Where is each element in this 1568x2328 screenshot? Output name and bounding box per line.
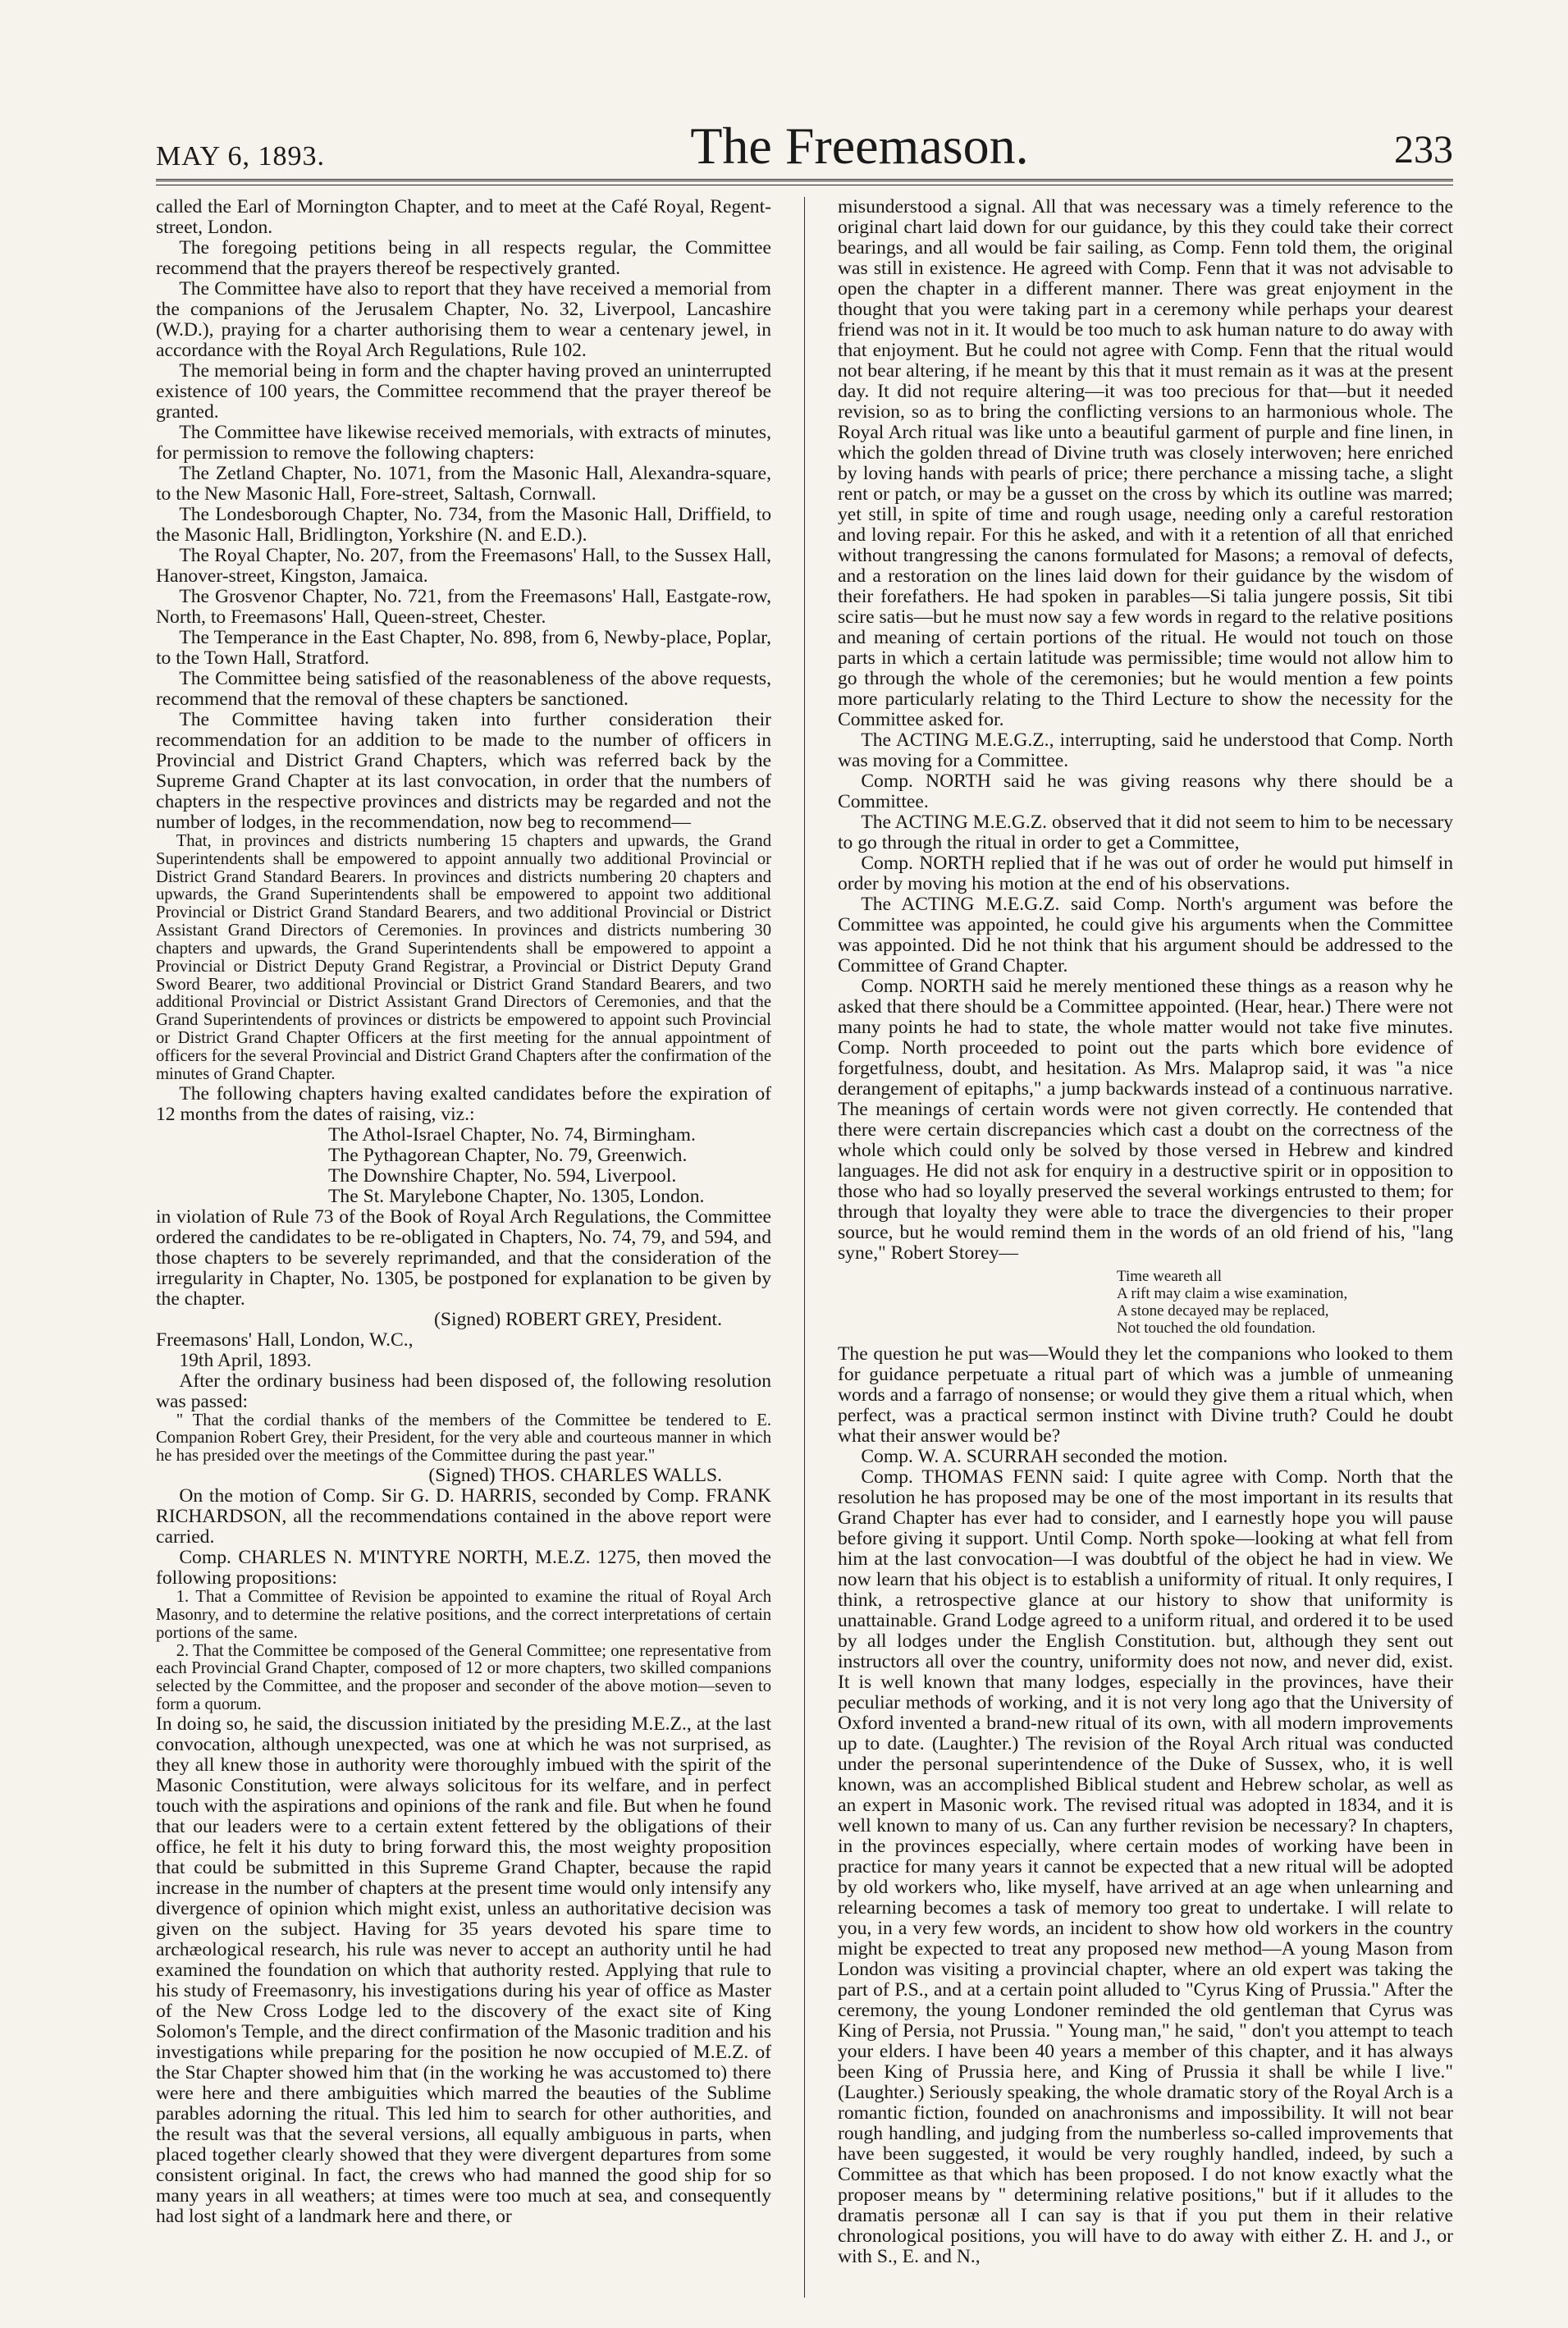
- paragraph: The Committee having taken into further consideration their recommendation for an addition to be made to the number of officers in Provincial and District Grand Chapters, which was referred back by the Supreme Grand Chapter at its last convocation, in order that the numbers of chapters in the respective provinces and districts may be regarded and not the number of lodges, in the recommendation, now beg to recommend—: [156, 709, 771, 833]
- chapter-list-item: The Pythagorean Chapter, No. 79, Greenwich.: [328, 1144, 688, 1166]
- paragraph: The foregoing petitions being in all respects regular, the Committee recommend that the prayers thereof be respectively granted.: [156, 237, 771, 279]
- paragraph: The Committee have also to report that they have received a memorial from the companions of the Jerusalem Chapter, No. 32, Liverpool, Lancashire (W.D.), praying for a charter authorising them to wear a centenary jewel, in accordance with the Royal Arch Regulations, Rule 102.: [156, 278, 771, 361]
- paragraph: In doing so, he said, the discussion initiated by the presiding M.E.Z., at the last convocation, although unexpected, was one at which he was not surprised, as they all knew those in authority were thoroughly imbued with the spirit of the Masonic Constitution, were always solicitous for its welfare, and in perfect touch with the aspirations and opinions of the rank and file. But when he found that our leaders were to a certain extent fettered by the obligations of their office, he felt it his duty to bring forward this, the most weighty proposition that could be submitted in this Supreme Grand Chapter, because the rapid increase in the number of chapters at the present time would only intensify any divergence of opinion which might exist, unless an authoritative decision was given on the subject. Having for 35 years devoted his spare time to archæological research, his rule was never to accept an authority until he had examined the foundation on which that authority rested. Applying that rule to his study of Freemasonry, his investigations during his year of office as Master of the New Cross Lodge led to the discovery of the exact site of King Solomon's Temple, and the direct confirmation of the Masonic tradition and his investigations while preparing for the position he now occupied of M.E.Z. of the Star Chapter showed him that (in the working he was accustomed to) there were here and there ambiguities which marred the beauties of the Sublime parables adorning the ritual. This led him to search for other authorities, and the result was that the several versions, all equally ambiguous in parts, when placed together clearly showed that they were divergent departures from some consistent original. In fact, the crews who had manned the good ship for so many years in all weathers; at times were too much at sea, and consequently had lost sight of a landmark here and there, or: [156, 1713, 771, 2227]
- paragraph: After the ordinary business had been disposed of, the following resolution was passed:: [156, 1370, 771, 1412]
- paragraph: in violation of Rule 73 of the Book of Royal Arch Regulations, the Committee ordered the candidates to be re-obligated in Chapters, No. 74, 79, and 594, and those chapters to be severely reprimanded, and that the consideration of the irregularity in Chapter, No. 1305, be postponed for explanation to be given by the chapter.: [156, 1205, 771, 1310]
- column-divider: [804, 197, 805, 2298]
- signature-line: (Signed) ROBERT GREY, President.: [434, 1308, 722, 1330]
- paragraph: The ACTING M.E.G.Z., interrupting, said he understood that Comp. North was moving for a Committee.: [838, 730, 1453, 771]
- paragraph: Comp. NORTH said he merely mentioned these things as a reason why he asked that there should be a Committee appointed. (Hear, hear.) There were not many points he had to state, the whole matter would not take five minutes. Comp. North proceeded to point out the parts which bore evidence of forgetfulness, doubt, and hesitation. As Mrs. Malaprop said, it was "a nice derangement of epitaphs," a jump backwards instead of a continuous narrative. The meanings of certain words were not given correctly. He contended that there were certain discrepancies which cast a doubt on the correctness of the whole which could only be solved by those versed in Hebrew and kindred languages. He did not ask for enquiry in a destructive spirit or in opposition to those who had so loyally preserved the several workings entrusted to them; for through that loyalty they were able to trace the divergencies to their proper source, but he would remind them in the words of an old friend of his, "lang syne," Robert Storey—: [838, 976, 1453, 1264]
- paragraph: misunderstood a signal. All that was necessary was a timely reference to the original chart laid down for our guidance, by this they could take their correct bearings, and all would be fair sailing, as Comp. Fenn told them, the original was still in existence. He agreed with Comp. Fenn that it was not advisable to open the chapter in a different manner. There was great enjoyment in the thought that you were taking part in a ceremony while perhaps your dearest friend was not in it. It would be too much to ask human nature to do away with that enjoyment. But he could not agree with Comp. Fenn that the ritual would not bear altering, if he meant by this that it must remain as it was at the present day. It did not require altering—it was too precious for that—but it needed revision, so as to bring the conflicting versions to an harmonious whole. The Royal Arch ritual was like unto a beautiful garment of purple and fine linen, in which the golden thread of Divine truth was closely interwoven; here enriched by loving hands with pearls of price; there perchance a missing tache, a slight rent or patch, or may be a gusset on the cross by which its outline was marred; yet still, in spite of time and rough usage, needing only a careful restoration and loving repair. For this he asked, and with it a retention of all that enriched without trangressing the canons formulated for Masons; a removal of defects, and a restoration on the lines laid down for their guidance by the wisdom of their forefathers. He had spoken in parables—Si talia jungere possis, Sit tibi scire satis—but he must now say a few words in regard to the relative positions and meaning of certain portions of the ritual. He would not touch on those parts in which a certain latitude was permissible; time would not allow him to go through the whole of the ceremonies; but he would mention a few points more particularly relating to the Third Lecture to show the necessity for the Committee asked for.: [838, 197, 1453, 730]
- paragraph: The Londesborough Chapter, No. 734, from the Masonic Hall, Driffield, to the Masonic Hall, Bridlington, Yorkshire (N. and E.D.).: [156, 504, 771, 546]
- poem-line: A rift may claim a wise examination,: [1117, 1284, 1348, 1302]
- chapter-list-item: The Downshire Chapter, No. 594, Liverpool.: [328, 1164, 677, 1187]
- paragraph: The Temperance in the East Chapter, No. 898, from 6, Newby-place, Poplar, to the Town Hall, Stratford.: [156, 627, 771, 669]
- paragraph: The Grosvenor Chapter, No. 721, from the Freemasons' Hall, Eastgate-row, North, to Freemasons' Hall, Queen-street, Chester.: [156, 586, 771, 628]
- proposition-item: 1. That a Committee of Revision be appointed to examine the ritual of Royal Arch Masonry, and to determine the relative positions, and the correct interpretations of certain portions of the same.: [156, 1588, 771, 1642]
- paragraph: called the Earl of Mornington Chapter, and to meet at the Café Royal, Regent-street, London.: [156, 197, 771, 238]
- paragraph: The Royal Chapter, No. 207, from the Freemasons' Hall, to the Sussex Hall, Hanover-street, Kingston, Jamaica.: [156, 545, 771, 587]
- paragraph: The Zetland Chapter, No. 1071, from the Masonic Hall, Alexandra-square, to the New Masonic Hall, Fore-street, Saltash, Cornwall.: [156, 463, 771, 505]
- paragraph: The ACTING M.E.G.Z. said Comp. North's argument was before the Committee was appointed, he could give his arguments when the Committee was appointed. Did he not think that his argument should be addressed to the Committee of Grand Chapter.: [838, 894, 1453, 976]
- paragraph: Comp. W. A. SCURRAH seconded the motion.: [861, 1445, 1228, 1467]
- poem-line: Time weareth all: [1117, 1268, 1223, 1285]
- poem-line: Not touched the old foundation.: [1117, 1319, 1316, 1337]
- poem-quote: [1117, 1269, 1453, 1338]
- page-number: 233: [1394, 128, 1453, 172]
- paragraph: Comp. CHARLES N. M'INTYRE NORTH, M.E.Z. 1275, then moved the following propositions:: [156, 1547, 771, 1589]
- paragraph: Comp. NORTH said he was giving reasons why there should be a Committee.: [838, 771, 1453, 812]
- left-column: [156, 197, 771, 2298]
- chapter-list-item: The Athol-Israel Chapter, No. 74, Birmingham.: [328, 1123, 696, 1146]
- masthead: [156, 107, 1453, 175]
- article-columns: [156, 197, 1453, 2298]
- paragraph: The question he put was—Would they let the companions who looked to them for guidance perpetuate a ritual part of which was a jumble of unmeaning words and a farrago of nonsense; or would they give them a ritual which, when perfect, was a practical sermon instinct with Divine truth? Could he doubt what their answer would be?: [838, 1342, 1453, 1447]
- paragraph: 19th April, 1893.: [179, 1349, 312, 1371]
- signature-line: (Signed) THOS. CHARLES WALLS.: [428, 1465, 722, 1487]
- paragraph: The Committee being satisfied of the reasonableness of the above requests, recommend that the removal of these chapters be sanctioned.: [156, 668, 771, 710]
- paragraph: The following chapters having exalted candidates before the expiration of 12 months from the dates of raising, viz.:: [156, 1082, 771, 1125]
- paragraph: The Committee have likewise received memorials, with extracts of minutes, for permission to remove the following chapters:: [156, 422, 771, 464]
- publication-title: The Freemason.: [690, 117, 1029, 175]
- paragraph: Freemasons' Hall, London, W.C.,: [156, 1329, 414, 1351]
- paragraph: The memorial being in form and the chapter having proved an uninterrupted existence of 100 years, the Committee recommend that the prayer thereof be granted.: [156, 360, 771, 423]
- block-quote: " That the cordial thanks of the members of the Committee be tendered to E. Companion Robert Grey, their President, for the very able and courteous manner in which he has presided over the meetings of the Committee during the past year.": [156, 1411, 771, 1466]
- right-column: [838, 197, 1453, 2298]
- poem-line: A stone decayed may be replaced,: [1117, 1301, 1329, 1320]
- header-rule: [156, 179, 1453, 185]
- issue-date: MAY 6, 1893.: [156, 141, 325, 172]
- proposition-item: 2. That the Committee be composed of the General Committee; one representative from each Provincial Grand Chapter, composed of 12 or more chapters, two skilled companions selected by the Committee, and the proposer and seconder of the above motion—seven to form a quorum.: [156, 1641, 771, 1714]
- paragraph: The ACTING M.E.G.Z. observed that it did not seem to him to be necessary to go through the ritual in order to get a Committee,: [838, 812, 1453, 853]
- chapter-list-item: The St. Marylebone Chapter, No. 1305, London.: [328, 1185, 705, 1207]
- block-quote: That, in provinces and districts numbering 15 chapters and upwards, the Grand Superintendents shall be empowered to appoint annually two additional Provincial or District Grand Standard Bearers. In provinces and districts numbering 20 chapters and upwards, the Grand Superintendents shall be empowered to appoint two additional Provincial or District Grand Standard Bearers, and two additional Provincial or District Assistant Grand Directors of Ceremonies. In provinces and districts numbering 30 chapters and upwards, the Grand Superintendents shall be empowered to appoint a Provincial or District Deputy Grand Registrar, a Provincial or District Deputy Grand Sword Bearer, two additional Provincial or District Grand Standard Bearers, and two additional Provincial or District Assistant Grand Directors of Ceremonies, and that the Grand Superintendents of provinces or districts be empowered to appoint such Provincial or District Grand Chapter Officers at the first meeting for the annual appointment of officers for the several Provincial and District Grand Chapters after the confirmation of the minutes of Grand Chapter.: [156, 832, 771, 1083]
- paragraph: On the motion of Comp. Sir G. D. HARRIS, seconded by Comp. FRANK RICHARDSON, all the recommendations contained in the above report were carried.: [156, 1485, 771, 1548]
- paragraph: Comp. NORTH replied that if he was out of order he would put himself in order by moving his motion at the end of his observations.: [838, 853, 1453, 894]
- paragraph: Comp. THOMAS FENN said: I quite agree with Comp. North that the resolution he has proposed may be one of the most important in its results that Grand Chapter has ever had to consider, and I earnestly hope you will pause before giving it support. Until Comp. North spoke—looking at what fell from him at the last convocation—I was doubtful of the object he had in view. We now learn that his object is to establish a uniformity of ritual. It only requires, I think, a retrospective glance at our history to show that uniformity is unattainable. Grand Lodge agreed to a uniform ritual, and ordered it to be used by all lodges under the English Constitution. but, although they sent out instructors all over the country, uniformity does not now, and never did, exist. It is well known that many lodges, especially in the provinces, have their peculiar methods of working, and it is not very long ago that the University of Oxford invented a brand-new ritual of its own, with all modern improvements up to date. (Laughter.) The revision of the Royal Arch ritual was conducted under the personal superintendence of the Duke of Sussex, who, it is well known, was an accomplished Biblical student and Hebrew scholar, as well as an expert in Masonic work. The revised ritual was adopted in 1834, and it is well known to many of us. Can any further revision be necessary? In chapters, in the provinces especially, where certain modes of working have been in practice for many years it cannot be expected that a new ritual will be adopted by old workers who, like myself, have arrived at an age when unlearning and relearning becomes a task of memory too great to undertake. I will relate to you, in a very few words, an incident to show how old workers in the country might be expected to treat any proposed new method—A young Mason from London was visiting a provincial chapter, where an old expert was taking the part of P.S., and at a certain point alluded to "Cyrus King of Prussia." After the ceremony, the young Londoner reminded the old gentleman that Cyrus was King of Persia, not Prussia. " Young man," he said, " don't you attempt to teach your elders. I have been 40 years a member of this chapter, and it has always been King of Prussia here, and King of Prussia it shall be while I live." (Laughter.) Seriously speaking, the whole dramatic story of the Royal Arch is a romantic fiction, founded on anachronisms and impossibility. It will not bear rough handling, and judging from the numberless so-called improvements that have been suggested, it would be very roughly handled, indeed, by such a Committee as that which has been proposed. I do not know exactly what the proposer means by " determining relative positions," but if it alludes to the dramatis personæ all I can say is that if you put them in their relative chronological positions, you will have to do away with either Z. H. and J., or with S., E. and N.,: [838, 1466, 1453, 2267]
